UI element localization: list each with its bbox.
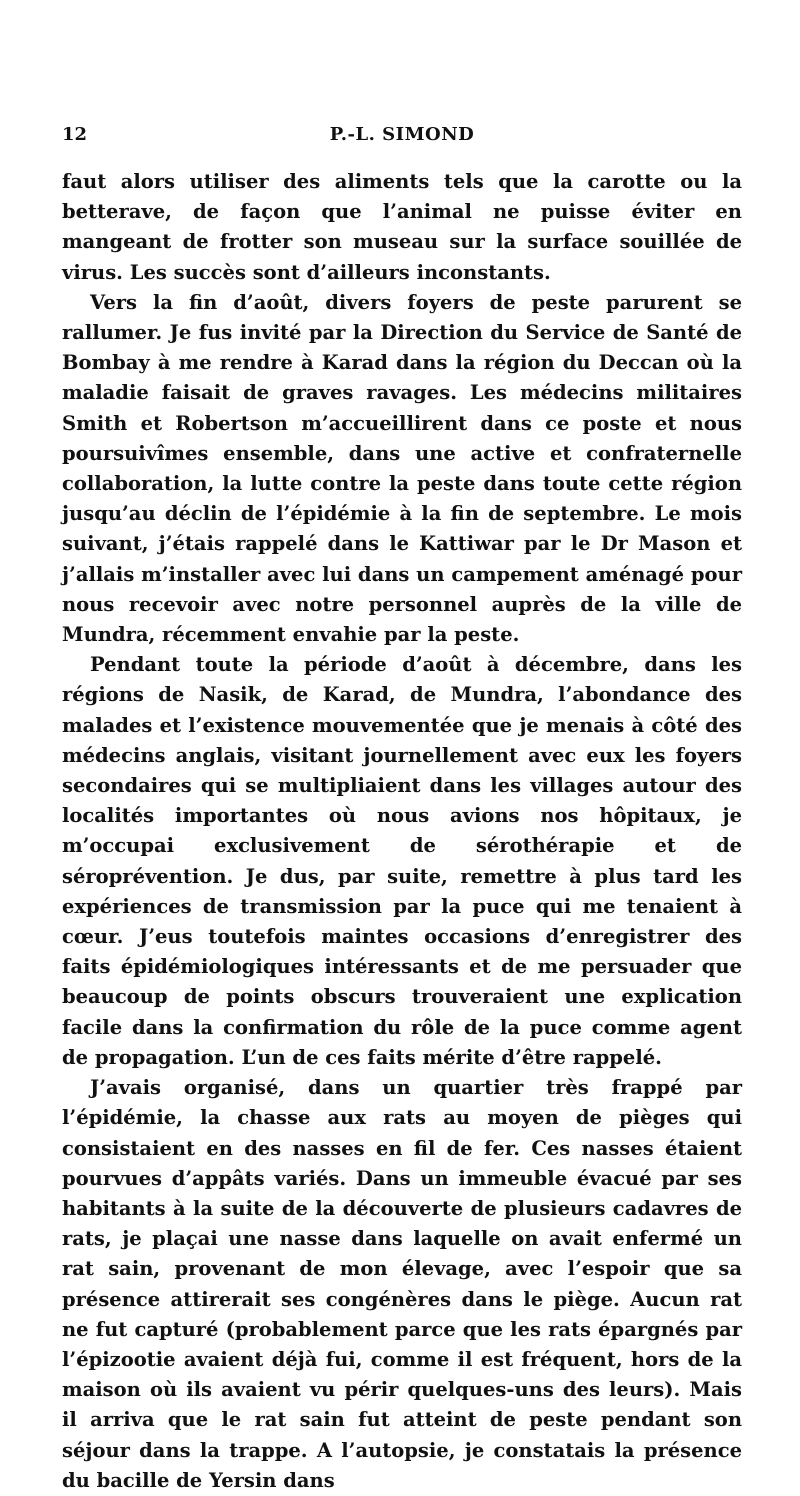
paragraph: faut alors utiliser des aliments tels que la carotte ou la betterave, de façon que l’animal ne puisse éviter en mangeant de frotter son museau sur la surface souillée de virus. Les succès sont d’ailleurs inconstants. [62, 170, 742, 284]
running-head: P.-L. SIMOND [329, 124, 475, 145]
body-text [62, 167, 742, 1496]
paragraph: Vers la fin d’août, divers foyers de peste parurent se rallumer. Je fus invité par la Direction du Service de Santé de Bombay à me rendre à Karad dans la région du Deccan où la maladie faisait de graves ravages. Les médecins militaires Smith et Robertson m’accueillirent dans ce poste et nous poursuivîmes ensemble, dans une active et confraternelle collaboration, la lutte contre la peste dans toute cette région jusqu’au déclin de l’épidémie à la fin de septembre. Le mois suivant, j’étais rappelé dans le Kattiwar par le Dr Mason et j’allais m’installer avec lui dans un campement aménagé pour nous recevoir avec notre personnel auprès de la ville de Mundra, récemment envahie par la peste. [62, 290, 742, 647]
page-header [62, 124, 742, 154]
page-number: 12 [62, 124, 88, 145]
paragraph: J’avais organisé, dans un quartier très frappé par l’épidémie, la chasse aux rats au moyen de pièges qui consistaient en des nasses en fil de fer. Ces nasses étaient pourvues d’appâts variés. Dans un immeuble évacué par ses habitants à la suite de la découverte de plusieurs cadavres de rats, je plaçai une nasse dans laquelle on avait enfermé un rat sain, provenant de mon élevage, avec l’espoir que sa présence attirerait ses congénères dans le piège. Aucun rat ne fut capturé (probablement parce que les rats épargnés par l’épizootie avaient déjà fui, comme il est fréquent, hors de la maison où ils avaient vu périr quelques-uns des leurs). Mais il arriva que le rat sain fut atteint de peste pendant son séjour dans la trappe. A l’autopsie, je constatais la présence du bacille de Yersin dans [62, 1076, 742, 1492]
paragraph: Pendant toute la période d’août à décembre, dans les régions de Nasik, de Karad, de Mundra, l’abondance des malades et l’existence mouvementée que je menais à côté des médecins anglais, visitant journellement avec eux les foyers secondaires qui se multipliaient dans les villages autour des localités importantes où nous avions nos hôpitaux, je m’occupai exclusivement de sérothérapie et de séroprévention. Je dus, par suite, remettre à plus tard les expériences de transmission par la puce qui me tenaient à cœur. J’eus toutefois maintes occasions d’enregistrer des faits épidémiologiques intéressants et de me persuader que beaucoup de points obscurs trouveraient une explication facile dans la confirmation du rôle de la puce comme agent de propagation. L’un de ces faits mérite d’être rappelé. [62, 653, 742, 1069]
